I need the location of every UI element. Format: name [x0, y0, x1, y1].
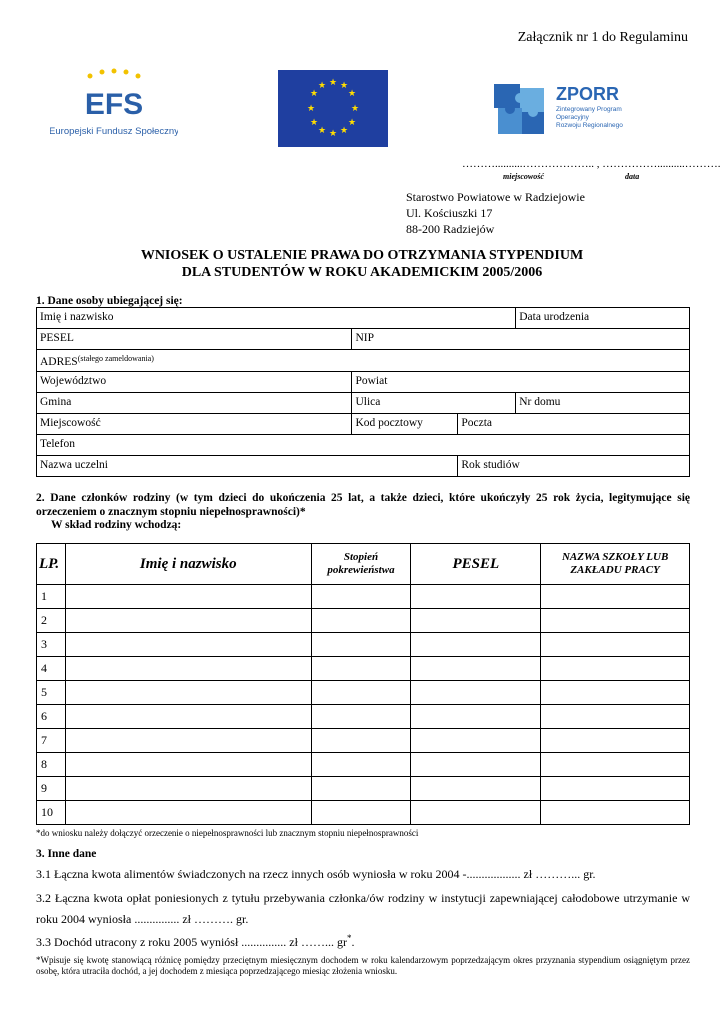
field-study-year[interactable]: Rok studiów	[458, 456, 690, 477]
cell-school[interactable]	[541, 585, 690, 609]
efs-logo-caption: Europejski Fundusz Społeczny	[50, 126, 178, 137]
zporr-title: ZPORR	[556, 84, 619, 104]
income-footnote: *Wpisuje się kwotę stanowiącą różnicę pomiędzy przeciętnym miesięcznym dochodem w roku kalendarzowym poprzedzającym okres przyznania stypendium osiągniętym przez osobę, która utraciła dochód, a jej dochodem z miesiąca poprzedzającego miesiąc złożenia wniosku.	[36, 955, 690, 976]
row-number: 3	[37, 633, 66, 657]
row-number: 9	[37, 777, 66, 801]
cell-name[interactable]	[65, 705, 311, 729]
svg-text:★: ★	[309, 89, 319, 99]
cell-pesel[interactable]	[411, 657, 541, 681]
table-row	[37, 705, 690, 729]
cell-school[interactable]	[541, 657, 690, 681]
cell-relationship[interactable]	[311, 705, 411, 729]
col-name: Imię i nazwisko	[65, 544, 311, 585]
cell-name[interactable]	[65, 633, 311, 657]
col-pesel: PESEL	[411, 544, 541, 585]
place-date-line[interactable]: ………..........……………….. , ……………..........……….	[462, 158, 721, 170]
cell-name[interactable]	[65, 609, 311, 633]
cell-school[interactable]	[541, 729, 690, 753]
section1-heading: 1. Dane osoby ubiegającej się:	[36, 295, 183, 307]
row-number: 1	[37, 585, 66, 609]
efs-stars-icon	[50, 62, 178, 146]
field-phone[interactable]: Telefon	[37, 435, 690, 456]
cell-name[interactable]	[65, 585, 311, 609]
cell-name[interactable]	[65, 753, 311, 777]
cell-relationship[interactable]	[311, 753, 411, 777]
cell-name[interactable]	[65, 681, 311, 705]
cell-relationship[interactable]	[311, 633, 411, 657]
cell-pesel[interactable]	[411, 681, 541, 705]
annex-label: Załącznik nr 1 do Regulaminu	[517, 30, 688, 45]
cell-name[interactable]	[65, 729, 311, 753]
cell-relationship[interactable]	[311, 729, 411, 753]
cell-relationship[interactable]	[311, 585, 411, 609]
cell-school[interactable]	[541, 777, 690, 801]
svg-text:★: ★	[347, 118, 357, 128]
address-note: (stałego zameldowania)	[77, 354, 154, 363]
table-row	[37, 657, 690, 681]
cell-relationship[interactable]	[311, 777, 411, 801]
cell-school[interactable]	[541, 705, 690, 729]
efs-logo	[50, 62, 178, 146]
row-number: 5	[37, 681, 66, 705]
field-town[interactable]: Miejscowość	[37, 414, 352, 435]
col-relationship: Stopień pokrewieństwa	[311, 544, 411, 585]
cell-pesel[interactable]	[411, 801, 541, 825]
field-postcode[interactable]: Kod pocztowy	[352, 414, 458, 435]
zporr-logo	[490, 78, 650, 140]
row-number: 4	[37, 657, 66, 681]
cell-pesel[interactable]	[411, 705, 541, 729]
cell-relationship[interactable]	[311, 657, 411, 681]
field-name[interactable]: Imię i nazwisko	[37, 308, 516, 329]
disability-footnote: *do wniosku należy dołączyć orzeczenie o niepełnosprawności lub znacznym stopniu niepełnosprawności	[36, 828, 419, 838]
cell-name[interactable]	[65, 801, 311, 825]
eu-flag-icon	[278, 70, 388, 147]
row-number: 10	[37, 801, 66, 825]
care-fees-paragraph[interactable]: 3.2 Łączna kwota opłat poniesionych z tytułu przebywania członka/ów rodziny w instytucji zapewniającej całodobowe utrzymanie w roku 2004 wyniosła ............... zł ………. gr.	[36, 891, 690, 926]
document-title: WNIOSEK O USTALENIE PRAWA DO OTRZYMANIA STYPENDIUM DLA STUDENTÓW W ROKU AKADEMICKIM 2005/2006	[140, 248, 584, 280]
table-row	[37, 729, 690, 753]
cell-school[interactable]	[541, 609, 690, 633]
table-row	[37, 633, 690, 657]
field-nip[interactable]: NIP	[352, 329, 690, 350]
field-county[interactable]: Powiat	[352, 372, 690, 393]
cell-name[interactable]	[65, 657, 311, 681]
section3-heading: 3. Inne dane	[36, 848, 97, 860]
svg-text:★: ★	[328, 129, 338, 139]
col-school: NAZWA SZKOŁY LUB ZAKŁADU PRACY	[541, 544, 690, 585]
col-lp: LP.	[37, 544, 66, 585]
field-birth-date[interactable]: Data urodzenia	[516, 308, 690, 329]
cell-relationship[interactable]	[311, 801, 411, 825]
row-number: 8	[37, 753, 66, 777]
svg-text:★: ★	[309, 118, 319, 128]
lost-income-paragraph[interactable]: 3.3 Dochód utracony z roku 2005 wyniósł ............... zł ……... gr*.	[36, 933, 355, 949]
field-voivodeship[interactable]: Województwo	[37, 372, 352, 393]
cell-pesel[interactable]	[411, 729, 541, 753]
place-label: miejscowość	[503, 172, 544, 181]
section2-subheading: W skład rodziny wchodzą:	[51, 519, 182, 531]
table-row	[37, 585, 690, 609]
field-house-number[interactable]: Nr domu	[516, 393, 690, 414]
field-address[interactable]: $ADRES^{(stałego zameldowania)}$	[37, 350, 690, 372]
svg-text:★: ★	[317, 81, 327, 91]
field-pesel[interactable]: PESEL	[37, 329, 352, 350]
row-number: 7	[37, 729, 66, 753]
cell-pesel[interactable]	[411, 609, 541, 633]
table-row	[37, 753, 690, 777]
efs-logo-text: EFS	[84, 88, 144, 121]
cell-relationship[interactable]	[311, 681, 411, 705]
cell-pesel[interactable]	[411, 585, 541, 609]
footnote-mark: *	[346, 933, 352, 943]
zporr-subtitle: Zintegrowany Program Operacyjny Rozwoju Regionalnego	[556, 106, 623, 129]
svg-text:★: ★	[339, 126, 349, 136]
cell-school[interactable]	[541, 681, 690, 705]
address-line: 88-200 Radziejów	[406, 222, 495, 236]
field-commune[interactable]: Gmina	[37, 393, 352, 414]
section2-heading: 2. Dane członków rodziny (w tym dzieci do ukończenia 25 lat, a także dzieci, które ukończyły 25 rok życia, legitymujące się orzeczeniem o znacznym stopniu niepełnosprawności)*	[36, 492, 690, 518]
svg-text:★: ★	[306, 104, 316, 114]
svg-text:★: ★	[347, 89, 357, 99]
recipient-address	[406, 189, 585, 237]
applicant-data-table	[36, 307, 690, 477]
cell-school[interactable]	[541, 801, 690, 825]
family-members-table	[36, 543, 690, 825]
field-post-office[interactable]: Poczta	[458, 414, 690, 435]
table-row	[37, 609, 690, 633]
table-row	[37, 801, 690, 825]
cell-name[interactable]	[65, 777, 311, 801]
cell-school[interactable]	[541, 753, 690, 777]
cell-pesel[interactable]	[411, 633, 541, 657]
table-row	[37, 777, 690, 801]
address-line: Starostwo Powiatowe w Radziejowie	[406, 190, 585, 204]
cell-pesel[interactable]	[411, 777, 541, 801]
eu-flag-logo	[278, 70, 388, 147]
address-line: Ul. Kościuszki 17	[406, 206, 493, 220]
row-number: 2	[37, 609, 66, 633]
svg-text:★: ★	[350, 104, 360, 114]
cell-school[interactable]	[541, 633, 690, 657]
date-label: data	[625, 172, 640, 181]
cell-pesel[interactable]	[411, 753, 541, 777]
field-street[interactable]: Ulica	[352, 393, 516, 414]
svg-text:★: ★	[339, 81, 349, 91]
alimony-paragraph[interactable]: 3.1 Łączna kwota alimentów świadczonych na rzecz innych osób wyniosła w roku 2004 -.................. zł ………... gr.	[36, 867, 596, 881]
table-row	[37, 681, 690, 705]
row-number: 6	[37, 705, 66, 729]
cell-relationship[interactable]	[311, 609, 411, 633]
svg-text:★: ★	[328, 78, 338, 88]
svg-text:★: ★	[317, 126, 327, 136]
field-university[interactable]: Nazwa uczelni	[37, 456, 458, 477]
